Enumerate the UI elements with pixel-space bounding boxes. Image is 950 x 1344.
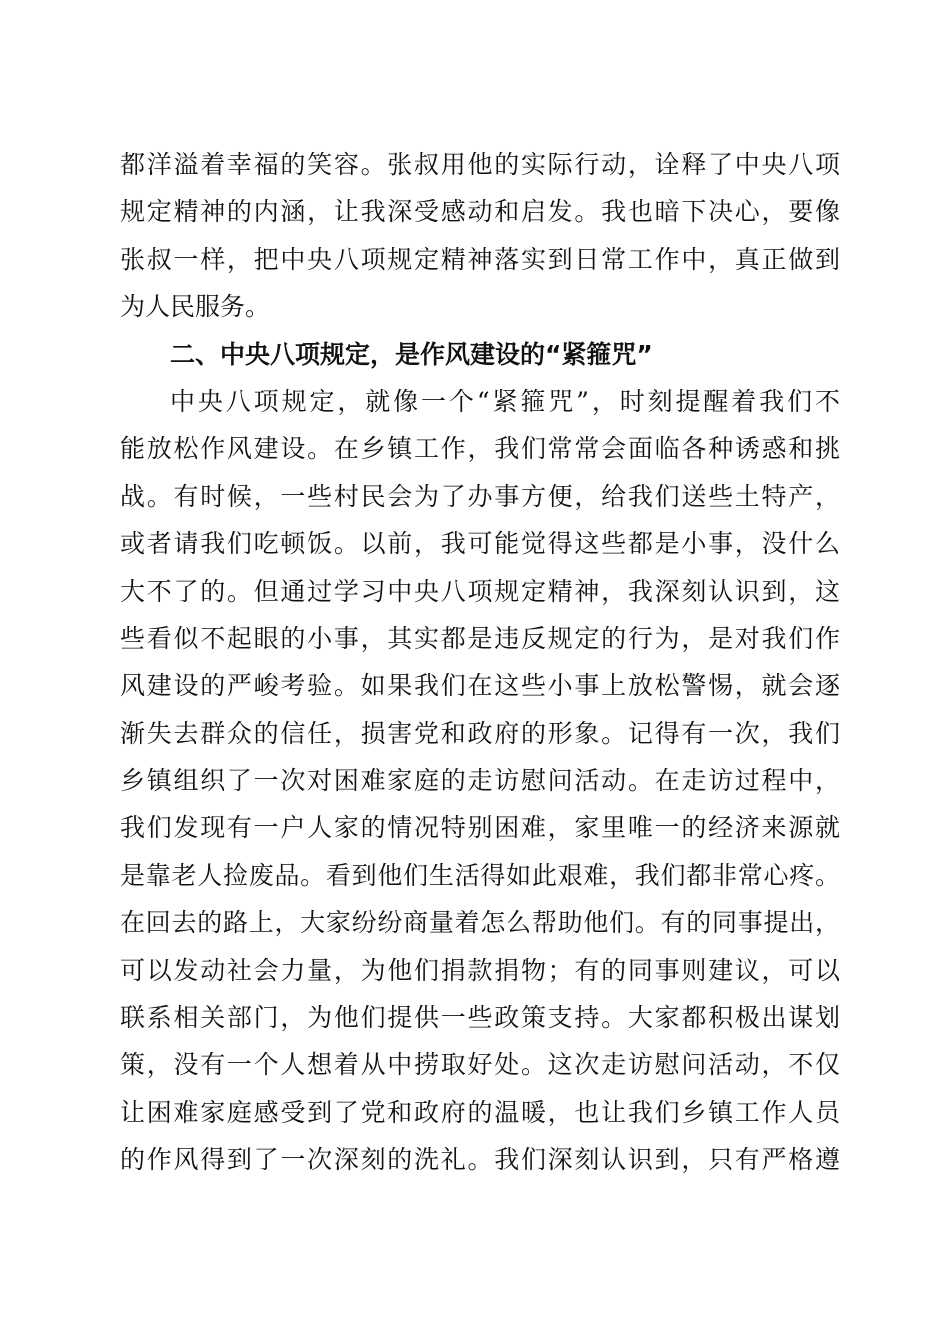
paragraph-line: 我们发现有一户人家的情况特别困难，家里唯一的经济来源就 xyxy=(120,813,840,843)
document-body xyxy=(120,141,840,1184)
paragraph-line: 张叔一样，把中央八项规定精神落实到日常工作中，真正做到 xyxy=(120,244,840,274)
paragraph-line: 或者请我们吃顿饭。以前，我可能觉得这些都是小事，没什么 xyxy=(120,529,840,559)
paragraph-line: 可以发动社会力量，为他们捐款捐物；有的同事则建议，可以 xyxy=(120,955,840,985)
paragraph-line: 在回去的路上，大家纷纷商量着怎么帮助他们。有的同事提出， xyxy=(120,908,840,938)
paragraph-line: 些看似不起眼的小事，其实都是违反规定的行为，是对我们作 xyxy=(120,623,840,653)
paragraph-2 xyxy=(120,378,840,1184)
paragraph-line: 风建设的严峻考验。如果我们在这些小事上放松警惕，就会逐 xyxy=(120,671,840,701)
paragraph-line: 战。有时候，一些村民会为了办事方便，给我们送些土特产， xyxy=(120,481,840,511)
paragraph-line: 渐失去群众的信任，损害党和政府的形象。记得有一次，我们 xyxy=(120,718,840,748)
paragraph-line: 大不了的。但通过学习中央八项规定精神，我深刻认识到，这 xyxy=(120,576,840,606)
paragraph-line: 都洋溢着幸福的笑容。张叔用他的实际行动，诠释了中央八项 xyxy=(120,150,840,179)
paragraph-line: 让困难家庭感受到了党和政府的温暖，也让我们乡镇工作人员 xyxy=(120,1097,840,1127)
paragraph-line: 策，没有一个人想着从中捞取好处。这次走访慰问活动，不仅 xyxy=(120,1050,840,1080)
paragraph-line: 的作风得到了一次深刻的洗礼。我们深刻认识到，只有严格遵 xyxy=(120,1145,840,1175)
paragraph-line: 联系相关部门，为他们提供一些政策支持。大家都积极出谋划 xyxy=(120,1003,840,1033)
paragraph-line: 中央八项规定，就像一个“紧箍咒”，时刻提醒着我们不 xyxy=(170,386,840,416)
paragraph-line: 乡镇组织了一次对困难家庭的走访慰问活动。在走访过程中， xyxy=(120,766,840,796)
paragraph-line: 为人民服务。 xyxy=(120,292,271,322)
section-heading: 二、中央八项规定，是作风建设的“紧箍咒” xyxy=(170,339,653,369)
paragraph-1 xyxy=(120,141,840,331)
paragraph-line: 能放松作风建设。在乡镇工作，我们常常会面临各种诱惑和挑 xyxy=(120,434,840,464)
paragraph-line: 是靠老人捡废品。看到他们生活得如此艰难，我们都非常心疼。 xyxy=(120,860,840,890)
paragraph-line: 规定精神的内涵，让我深受感动和启发。我也暗下决心，要像 xyxy=(120,197,840,227)
